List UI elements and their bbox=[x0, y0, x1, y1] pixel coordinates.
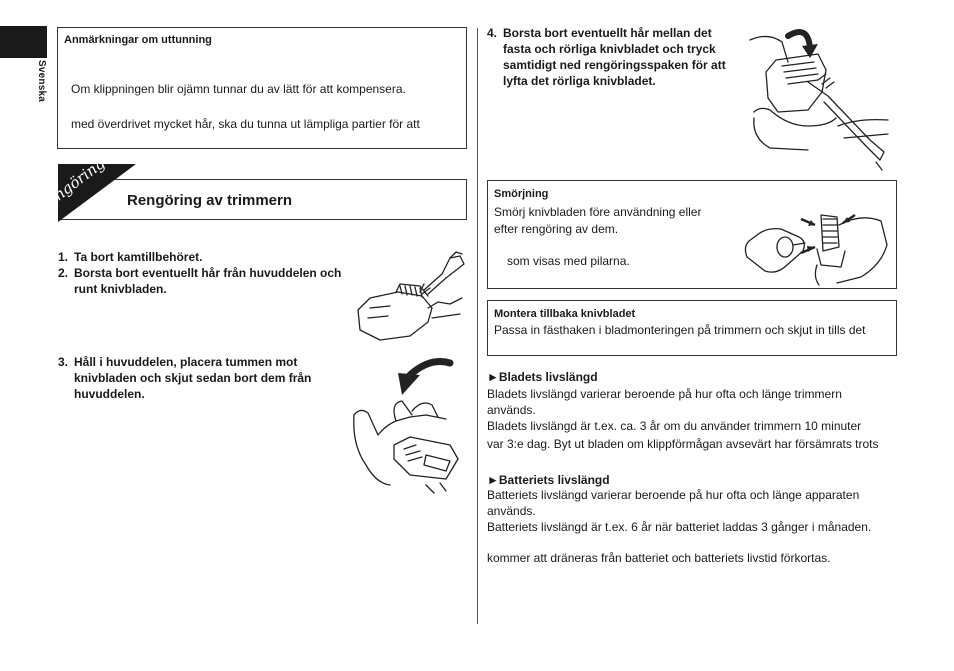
notes-line-1: Om klippningen blir ojämn tunnar du av lätt för att kompensera. bbox=[71, 82, 406, 96]
battery-life-heading: ►Batteriets livslängd bbox=[487, 473, 610, 487]
language-label: Svenska bbox=[36, 60, 47, 102]
lubrication-line-3: som visas med pilarna. bbox=[507, 254, 630, 268]
step-1 bbox=[58, 249, 348, 265]
section-banner-label: Rengöring bbox=[33, 154, 109, 217]
mount-heading: Montera tillbaka knivbladet bbox=[494, 308, 636, 320]
step-4-text: Borsta bort eventuellt hår mellan det fasta och rörliga knivbladet och tryck samtidigt ned rengöringsspaken för att lyfta det rörliga knivbladet. bbox=[503, 26, 726, 88]
step-2-number: 2. bbox=[58, 266, 69, 280]
step-4 bbox=[487, 25, 743, 89]
blade-life-line-4: var 3:e dag. Byt ut bladen om klippförmågan avsevärt har försämrats trots bbox=[487, 437, 879, 451]
mount-line-1: Passa in fästhaken i bladmonteringen på trimmern och skjut in tills det bbox=[494, 323, 866, 337]
blade-life-line-3: Bladets livslängd är t.ex. ca. 3 år om du använder trimmern 10 minuter bbox=[487, 419, 862, 433]
step-4-number: 4. bbox=[487, 26, 498, 40]
step-2-text: Borsta bort eventuellt hår från huvuddelen och runt knivbladen. bbox=[74, 266, 342, 296]
language-tab bbox=[0, 26, 47, 58]
notes-box bbox=[57, 27, 467, 149]
lubrication-box bbox=[487, 180, 897, 289]
lubrication-heading: Smörjning bbox=[494, 188, 549, 200]
blade-removal-illustration bbox=[350, 355, 465, 495]
oil-illustration bbox=[741, 205, 891, 287]
blade-life-line-1: Bladets livslängd varierar beroende på hur ofta och länge trimmern bbox=[487, 387, 842, 401]
notes-heading: Anmärkningar om uttunning bbox=[64, 34, 212, 46]
step-3 bbox=[58, 354, 348, 402]
blade-life-line-2: används. bbox=[487, 403, 536, 417]
battery-life-line-1: Batteriets livslängd varierar beroende på hur ofta och länge apparaten bbox=[487, 488, 860, 502]
step-1-number: 1. bbox=[58, 250, 69, 264]
step-1-text: Ta bort kamtillbehöret. bbox=[74, 250, 203, 264]
battery-life-line-2: används. bbox=[487, 504, 536, 518]
step-3-text: Håll i huvuddelen, placera tummen mot knivbladen och skjut sedan bort dem från huvuddelen. bbox=[74, 355, 312, 401]
battery-life-line-3: Batteriets livslängd är t.ex. 6 år när batteriet laddas 3 gånger i månaden. bbox=[487, 520, 872, 534]
lubrication-line-1: Smörj knivbladen före användning eller bbox=[494, 205, 702, 219]
notes-line-2: med överdrivet mycket hår, ska du tunna ut lämpliga partier för att bbox=[71, 117, 420, 131]
step-3-number: 3. bbox=[58, 355, 69, 369]
section-title: Rengöring av trimmern bbox=[127, 192, 293, 209]
blade-life-heading: ►Bladets livslängd bbox=[487, 370, 598, 384]
battery-life-line-4: kommer att dräneras från batteriet och batteriets livstid förkortas. bbox=[487, 551, 831, 565]
trimmer-brush-illustration bbox=[350, 248, 470, 348]
step-2 bbox=[58, 265, 348, 297]
lubrication-line-2: efter rengöring av dem. bbox=[494, 222, 619, 236]
mount-box bbox=[487, 300, 897, 356]
blade-brush-illustration bbox=[748, 22, 894, 172]
column-divider bbox=[477, 28, 478, 624]
